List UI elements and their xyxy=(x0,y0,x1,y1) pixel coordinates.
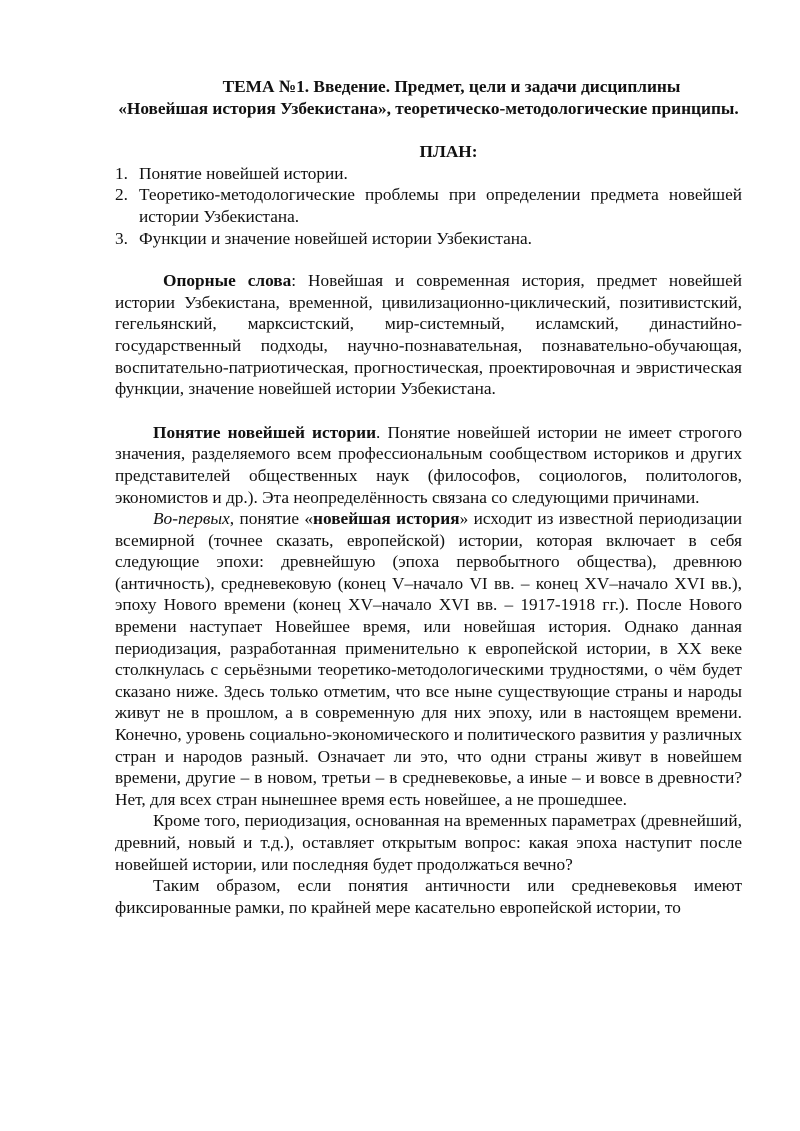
plan-item-number: 3. xyxy=(115,228,128,248)
plan-item xyxy=(115,228,742,250)
body-paragraph: Таким образом, если понятия античности или средневековья имеют фиксированные рамки, по крайней мере касательно европейской истории, то xyxy=(115,876,742,917)
section-intro-text: . Понятие новейшей истории не имеет строгого значения, разделяемого всем профессиональным сообществом историков и других представителей общественных наук (философов, социологов, политологов, экономистов и др.). Эта неопределённость связана со следующими причинами. xyxy=(115,422,742,507)
plan-item xyxy=(115,184,742,227)
title-line-2: «Новейшая история Узбекистана», теоретическо-методологические принципы. xyxy=(118,98,739,118)
title-line-1: ТЕМА №1. Введение. Предмет, цели и задачи дисциплины xyxy=(222,77,681,96)
keywords-label: Опорные слова xyxy=(163,271,292,291)
plan-item xyxy=(115,163,742,185)
keywords-paragraph xyxy=(115,270,742,400)
plan-item-text: Функции и значение новейшей истории Узбекистана. xyxy=(139,228,532,248)
body-paragraph xyxy=(115,508,742,810)
section-intro-paragraph xyxy=(115,422,742,508)
section-heading: Понятие новейшей истории xyxy=(153,422,377,442)
keywords-text: : Новейшая и современная история, предмет новейшей истории Узбекистана, временной, цивилизационно-циклический, позитивистский, гегельянский, марксистский, мир-системный, исламский, династийно-государственный подходы, научно-познавательная, познавательно-обучающая, воспитательно-патриотическая, прогностическая, проектировочная и эвристическая функции, значение новейшей истории Узбекистана. xyxy=(115,271,742,399)
plan-item-number: 2. xyxy=(115,185,128,205)
document-page xyxy=(115,76,742,918)
document-title xyxy=(115,76,742,119)
emphasis-italic: Во-первых xyxy=(153,509,230,529)
plan-item-number: 1. xyxy=(115,163,128,183)
plan-item-text: Теоретико-методологические проблемы при определении предмета новейшей истории Узбекистана. xyxy=(139,185,742,226)
body-text: » исходит из известной периодизации всемирной (точнее сказать, европейской) истории, которая включает в себя следующие эпохи: древнейшую (эпоха первобытного общества), древнюю (античность), средневековую (конец V–начало VI вв. – конец XV–начало XVI вв.), эпоху Нового времени (конец XV–начало XVI вв. – 1917-1918 гг.). После Нового времени наступает Новейшее время, или новейшая история. Однако данная периодизация, разработанная применительно к европейской истории, в XX веке столкнулась с серьёзными теоретико-методологическими трудностями, о чём будет сказано ниже. Здесь только отметим, что все ныне существующие страны и народы живут не в прошлом, а в современную для них эпоху, или в настоящем времени. Конечно, уровень социально-экономического и политического развития у различных стран и народов разный. Означает ли это, что одни страны живут в новейшем времени, другие – в новом, третьи – в средневековье, а иные – и вовсе в древности? Нет, для всех стран нынешнее время есть новейшее, а не прошедшее. xyxy=(115,509,742,809)
body-paragraph: Кроме того, периодизация, основанная на временных параметрах (древнейший, древний, новый и т.д.), оставляет открытым вопрос: какая эпоха наступит после новейшей истории, или последняя будет продолжаться вечно? xyxy=(115,811,742,874)
plan-heading: ПЛАН: xyxy=(419,142,478,162)
plan-list xyxy=(115,163,742,249)
emphasis-bold: новейшая история xyxy=(313,509,460,529)
plan-item-text: Понятие новейшей истории. xyxy=(139,163,348,183)
body-text: , понятие « xyxy=(229,509,314,529)
